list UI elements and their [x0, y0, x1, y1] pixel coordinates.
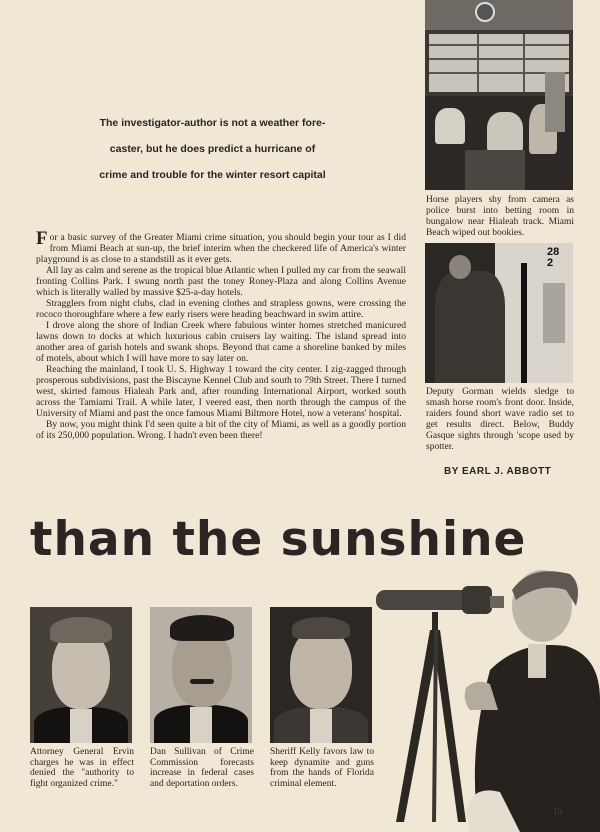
- headline: than the sunshine: [30, 512, 527, 567]
- paragraph-4: I drove along the shore of Indian Creek where fabulous winter homes stretched manicured lawns down to docks at which luxurious cabin cruisers lay waiting. The island spread into another area of garish hotels and swank shops. Beyond that came a shoreline banked by miles of motels, about which I will have more to say later on.: [36, 320, 406, 364]
- byline: BY EARL J. ABBOTT: [444, 466, 552, 477]
- portrait-sullivan: [150, 607, 252, 743]
- betting-room-caption: Horse players shy from camera as police burst into betting room in bungalow near Hialeah track. Miami Beach wiped out bookies.: [426, 195, 574, 238]
- clock-icon: [475, 2, 495, 22]
- paragraph-2: All lay as calm and serene as the tropical blue Atlantic when I pulled my car from the seawall fronting Collins Park. I swung north past the toney Roney-Plaza and along Collins Avenue which is literally walled by massive $25-a-day hotels.: [36, 265, 406, 298]
- drop-cap: F: [36, 228, 48, 249]
- door-number: 282: [547, 246, 560, 269]
- door-raid-photo: [425, 243, 573, 383]
- deck-line-3: crime and trouble for the winter resort capital: [99, 169, 326, 181]
- article-body: [36, 228, 406, 441]
- paragraph-1-text: or a basic survey of the Greater Miami crime situation, you should begin your tour as I did from Miami Beach at sun-up, the brief interim when the checkered life of America's winter playground is as close to a standstill as it ever gets.: [36, 232, 406, 265]
- betting-room-photo: [425, 0, 573, 190]
- paragraph-6: By now, you might think I'd seen quite a bit of the city of Miami, as well as a goodly portion of its 250,000 population. Wrong. I hadn't even been there!: [36, 419, 406, 441]
- caption-sullivan: Dan Sullivan of Crime Commission forecasts increase in federal cases and deportation orders.: [150, 747, 254, 789]
- paragraph-1: [36, 228, 406, 265]
- paragraph-3: Stragglers from night clubs, clad in evening clothes and strapless gowns, were crossing the rococo thoroughfare where a few early risers were heading beachward in swim attire.: [36, 298, 406, 320]
- paragraph-5: Reaching the mainland, I took U. S. Highway 1 toward the city center. I zig-zagged through prosperous subdivisions, past the Biscayne Kennel Club and south to 79th Street. There I turned west, skirted famous Hialeah Park and, after rounding International Airport, worked south across the Tamiami Trail. A while later, I veered east, then north through the campus of the University of Miami and past the once famous Miami Biltmore Hotel, now a veterans' hospital.: [36, 364, 406, 419]
- caption-kelly: Sheriff Kelly favors law to keep dynamite and guns from the hands of Florida criminal element.: [270, 747, 374, 789]
- caption-ervin: Attorney General Ervin charges he was in effect denied the "authority to fight organized crime.": [30, 747, 134, 789]
- intro-deck: [40, 110, 385, 188]
- deck-line-1: The investigator-author is not a weather fore-: [99, 117, 326, 129]
- deck-line-2: caster, but he does predict a hurricane of: [109, 143, 316, 155]
- telescope-icon: [376, 590, 476, 610]
- portrait-ervin: [30, 607, 132, 743]
- door-raid-caption: Deputy Gorman wields sledge to smash horse room's front door. Inside, raiders found short wave radio set to get results direct. Below, Buddy Gasque sights through 'scope used by spotter.: [426, 387, 574, 452]
- spotter-telescope-photo: [370, 560, 600, 832]
- portrait-kelly: [270, 607, 372, 743]
- page-number: 15: [553, 806, 562, 816]
